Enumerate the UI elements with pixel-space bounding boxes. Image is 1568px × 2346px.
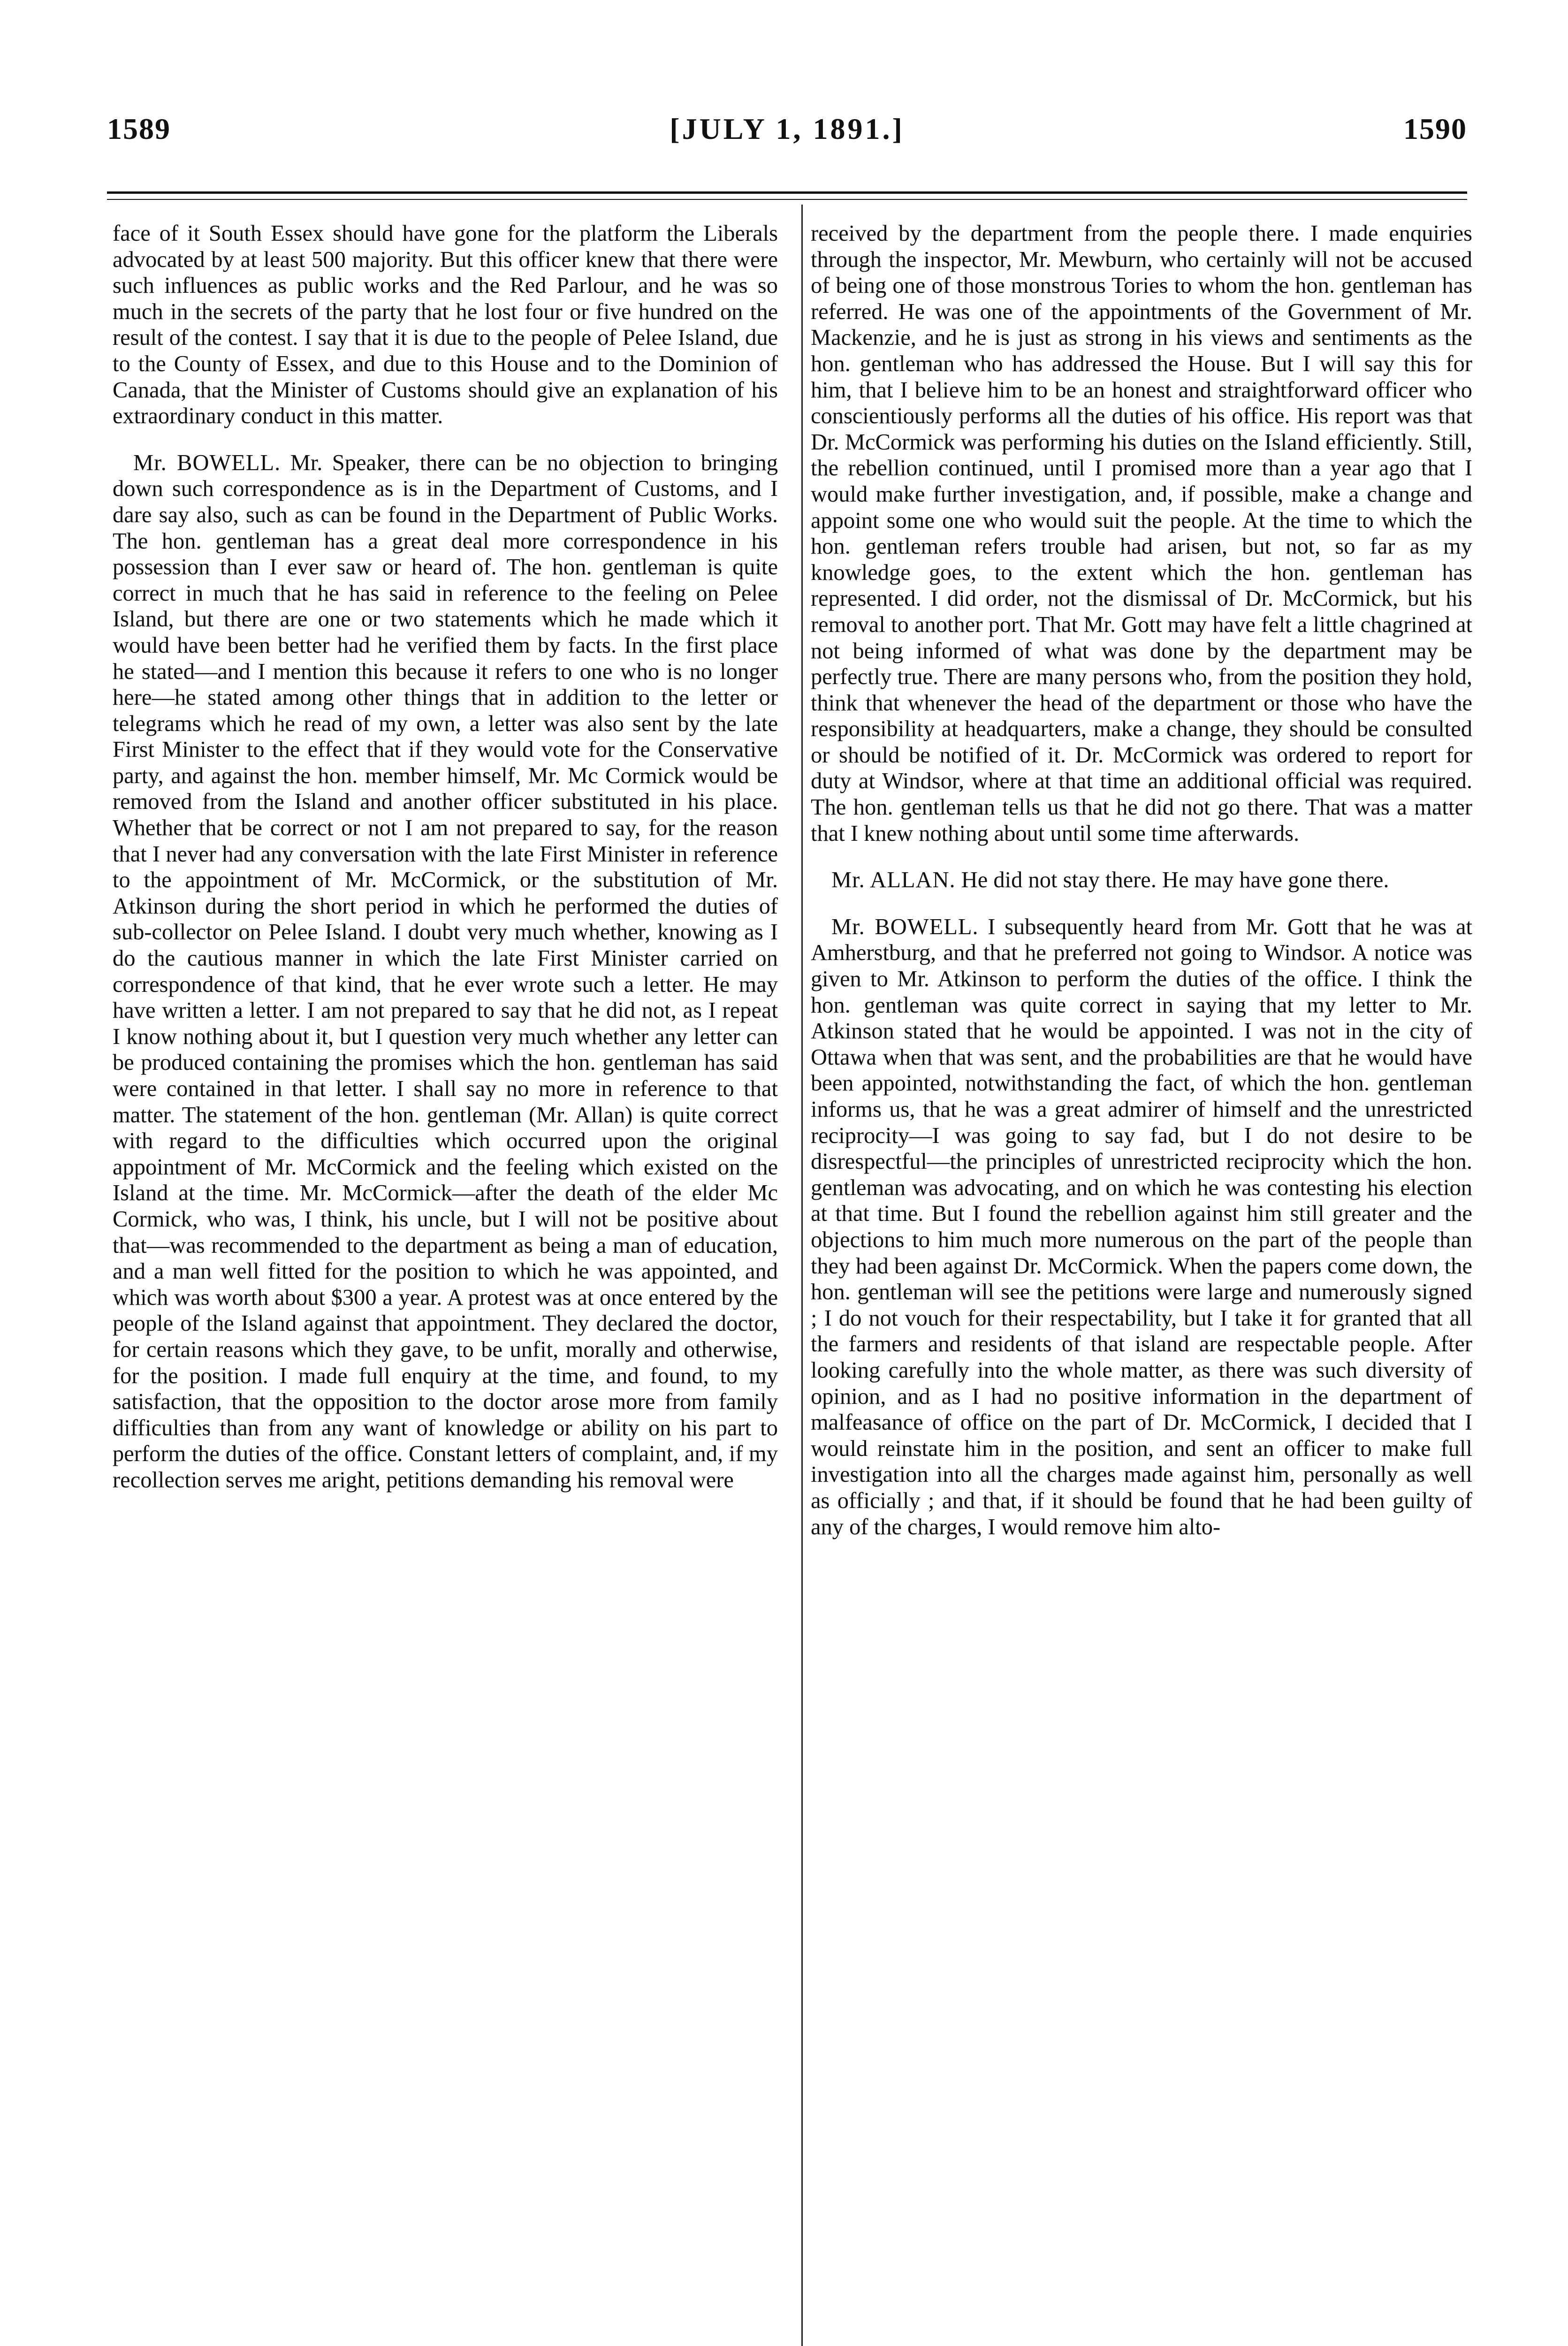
header-date: [JULY 1, 1891.]	[670, 112, 905, 145]
paragraph	[811, 867, 1472, 893]
right-column	[811, 221, 1472, 1540]
speech-text: I subsequently heard from Mr. Gott that he was at Amherstburg, and that he preferred not going to Windsor. A notice was given to Mr. Atkinson to perform the duties of the office. I think the hon. gentleman was quite correct in saying that my letter to Mr. Atkinson stated that he would be appointed. I was not in the city of Ottawa when that was sent, and the probabilities are that he would have been appointed, notwithstanding the fact, of which the hon. gentleman informs us, that he was a great admirer of himself and the unrestricted reciprocity—I was going to say fad, but I do not desire to be disrespectful—the principles of unrestricted reciprocity which the hon. gentleman was advocating, and on which he was contesting his election at that time. But I found the rebellion against him still greater and the objections to him much more numerous on the part of the people than they had been against Dr. McCormick. When the papers come down, the hon. gentleman will see the petitions were large and numerously signed ; I do not vouch for their respectability, but I take it for granted that all the farmers and residents of that island are respectable people. After looking carefully into the whole matter, as there was such diversity of opinion, and as I had no positive information in the department of malfeasance of office on the part of Dr. McCormick, I decided that I would reinstate him in the position, and sent an officer to make full investigation into all the charges made against him, personally as well as officially ; and that, if it should be found that he had been guilty of any of the charges, I would remove him alto-	[811, 914, 1472, 1539]
speaker-name: Mr. BOWELL.	[831, 914, 979, 939]
paragraph	[811, 914, 1472, 1540]
page-number-right: 1590	[1403, 112, 1467, 145]
header-rule-thick	[107, 191, 1467, 194]
page-header	[107, 112, 1467, 168]
speech-text: Mr. Speaker, there can be no objection to bringing down such correspondence as is in the Department of Customs, and I dare say also, such as can be found in the Department of Public Works. The hon. gentleman has a great deal more correspondence in his possession than I ever saw or heard of. The hon. gentleman is quite correct in much that he has said in reference to the feeling on Pelee Island, but there are one or two statements which he made which it would have been better had he verified them by facts. In the first place he stated—and I mention this because it refers to one who is no longer here—he stated among other things that in addition to the letter or telegrams which he read of my own, a letter was also sent by the late First Minister to the effect that if they would vote for the Conservative party, and against the hon. member himself, Mr. Mc Cormick would be removed from the Island and another officer substituted in his place. Whether that be correct or not I am not prepared to say, for the reason that I never had any conversation with the late First Minister in reference to the appointment of Mr. McCormick, or the substitution of Mr. Atkinson during the short period in which he performed the duties of sub-collector on Pelee Island. I doubt very much whether, knowing as I do the cautious manner in which the late First Minister carried on correspondence of that kind, that he ever wrote such a letter. He may have written a letter. I am not prepared to say that he did not, as I repeat I know nothing about it, but I question very much whether any letter can be produced containing the promises which the hon. gentleman has said were contained in that letter. I shall say no more in reference to that matter. The statement of the hon. gentleman (Mr. Allan) is quite correct with regard to the difficulties which occurred upon the original appointment of Mr. McCormick and the feeling which existed on the Island at the time. Mr. McCormick—after the death of the elder Mc Cormick, who was, I think, his uncle, but I will not be positive about that—was recommended to the department as being a man of education, and a man well fitted for the position to which he was appointed, and which was worth about $300 a year. A protest was at once entered by the people of the Island against that appointment. They declared the doctor, for certain reasons which they gave, to be unfit, morally and otherwise, for the position. I made full enquiry at the time, and found, to my satisfaction, that the opposition to the doctor arose more from family difficulties than from any want of knowledge or ability on his part to perform the duties of the office. Constant letters of complaint, and, if my recollection serves me aright, petitions demanding his removal were	[113, 450, 778, 1493]
header-rule-thin	[107, 199, 1467, 200]
paragraph: face of it South Essex should have gone for the platform the Liberals advocated by at least 500 majority. But this officer knew that there were such influences as public works and the Red Parlour, and he was so much in the secrets of the party that he lost four or five hundred on the result of the contest. I say that it is due to the people of Pelee Island, due to the County of Essex, and due to this House and to the Dominion of Canada, that the Minister of Customs should give an explanation of his extraordinary conduct in this matter.	[113, 221, 778, 429]
left-column	[113, 221, 778, 1493]
paragraph	[113, 450, 778, 1493]
column-divider	[801, 205, 803, 2346]
speaker-name: Mr. BOWELL.	[133, 450, 281, 475]
speaker-name: Mr. ALLAN.	[831, 868, 956, 893]
page-number-left: 1589	[107, 112, 171, 145]
paragraph: received by the department from the people there. I made enquiries through the inspector, Mr. Mewburn, who certainly will not be accused of being one of those monstrous Tories to whom the hon. gentleman has referred. He was one of the appointments of the Government of Mr. Mackenzie, and he is just as strong in his views and sentiments as the hon. gentleman who has addressed the House. But I will say this for him, that I believe him to be an honest and straightforward officer who conscientiously performs all the duties of his office. His report was that Dr. McCormick was performing his duties on the Island efficiently. Still, the rebellion continued, until I promised more than a year ago that I would make further investigation, and, if possible, make a change and appoint some one who would suit the people. At the time to which the hon. gentleman refers trouble had arisen, but not, so far as my knowledge goes, to the extent which the hon. gentleman has represented. I did order, not the dismissal of Dr. McCormick, but his removal to another port. That Mr. Gott may have felt a little chagrined at not being informed of what was done by the department may be perfectly true. There are many persons who, from the position they hold, think that whenever the head of the department or those who have the responsibility at headquarters, make a change, they should be consulted or should be notified of it. Dr. McCormick was ordered to report for duty at Windsor, where at that time an additional official was required. The hon. gentleman tells us that he did not go there. That was a matter that I knew nothing about until some time afterwards.	[811, 221, 1472, 846]
speech-text: He did not stay there. He may have gone there.	[955, 868, 1389, 893]
